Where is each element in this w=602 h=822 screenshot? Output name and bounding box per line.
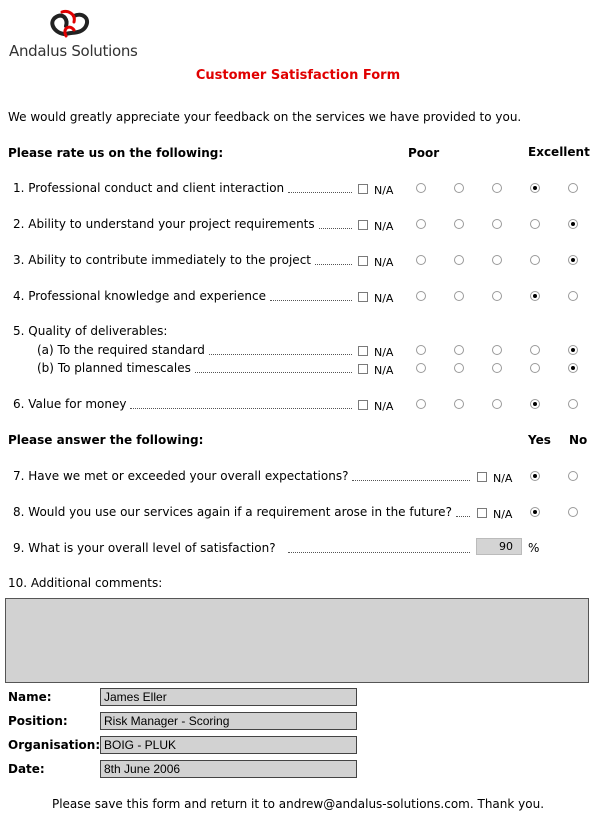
rating-radio-5[interactable] [568,255,578,265]
rating-radio-3[interactable] [492,345,502,355]
organisation-label: Organisation: [8,738,101,752]
na-checkbox[interactable] [358,400,368,410]
rating-radio-2[interactable] [454,183,464,193]
question-text: Value for money [28,397,127,411]
rating-question [13,324,167,338]
dotted-leader [315,264,352,265]
name-label: Name: [8,690,52,704]
rating-radio-5[interactable] [568,291,578,301]
rating-radio-5[interactable] [568,399,578,409]
rating-radio-4[interactable] [530,363,540,373]
question-text: Professional conduct and client interaction [28,181,285,195]
name-field[interactable]: James Eller [100,688,357,706]
na-label: N/A [493,472,513,485]
answer-question [13,505,452,519]
na-label: N/A [374,364,394,377]
dotted-leader [195,372,352,373]
rating-radio-2[interactable] [454,363,464,373]
na-checkbox[interactable] [358,364,368,374]
na-label: N/A [374,346,394,359]
yes-radio[interactable] [530,471,540,481]
dotted-leader [270,300,352,301]
question-text: Professional knowledge and experience [28,289,266,303]
rating-radio-3[interactable] [492,219,502,229]
satisfaction-input[interactable]: 90 [476,538,522,555]
rating-radio-1[interactable] [416,399,426,409]
answer-question [13,469,348,483]
rating-radio-4[interactable] [530,255,540,265]
question-number: 4. [13,289,25,303]
question-text: Ability to understand your project requirements [28,217,315,231]
dotted-leader [288,552,470,553]
question-number: (a) [37,343,54,357]
question-text: Quality of deliverables: [28,324,168,338]
question-number: 8. [13,505,25,519]
question-number: 2. [13,217,25,231]
satisfaction-question [13,541,276,555]
rating-radio-4[interactable] [530,183,540,193]
na-checkbox[interactable] [358,346,368,356]
percent-label: % [528,541,540,555]
dotted-leader [456,516,470,517]
footer-note: Please save this form and return it to andrew@andalus-solutions.com. Thank you. [51,797,545,811]
rating-radio-2[interactable] [454,345,464,355]
dotted-leader [209,354,352,355]
rating-radio-3[interactable] [492,183,502,193]
rating-radio-2[interactable] [454,291,464,301]
yes-label: Yes [528,433,551,447]
rating-radio-1[interactable] [416,291,426,301]
rating-radio-4[interactable] [530,399,540,409]
rating-radio-4[interactable] [530,345,540,355]
rating-question [13,217,315,231]
comments-label: 10. Additional comments: [8,576,163,590]
dotted-leader [319,228,352,229]
rating-radio-1[interactable] [416,183,426,193]
question-text: To the required standard [57,343,205,357]
organisation-field[interactable]: BOIG - PLUK [100,736,357,754]
question-number: 3. [13,253,25,267]
rating-radio-4[interactable] [530,291,540,301]
question-text: Have we met or exceeded your overall expectations? [28,469,349,483]
excellent-label: Excellent [528,145,590,159]
date-label: Date: [8,762,45,776]
na-checkbox[interactable] [358,220,368,230]
rating-radio-1[interactable] [416,219,426,229]
date-field[interactable]: 8th June 2006 [100,760,357,778]
rating-radio-5[interactable] [568,345,578,355]
rating-heading: Please rate us on the following: [8,146,224,160]
rating-radio-1[interactable] [416,345,426,355]
na-label: N/A [374,292,394,305]
rating-radio-2[interactable] [454,399,464,409]
dotted-leader [130,408,352,409]
question-number: (b) [37,361,54,375]
question-text: Would you use our services again if a requirement arose in the future? [28,505,452,519]
no-radio[interactable] [568,507,578,517]
rating-question [13,253,311,267]
rating-radio-5[interactable] [568,363,578,373]
poor-label: Poor [408,146,440,160]
position-label: Position: [8,714,68,728]
question-number: 1. [13,181,25,195]
rating-radio-4[interactable] [530,219,540,229]
rating-radio-3[interactable] [492,363,502,373]
no-label: No [569,433,588,447]
no-radio[interactable] [568,471,578,481]
form-title: Customer Satisfaction Form [195,68,401,83]
question-text: What is your overall level of satisfaction? [28,541,276,555]
rating-question [13,289,266,303]
na-label: N/A [374,256,394,269]
position-field[interactable]: Risk Manager - Scoring [100,712,357,730]
na-checkbox[interactable] [477,508,487,518]
dotted-leader [288,192,352,193]
rating-radio-3[interactable] [492,291,502,301]
dotted-leader [352,480,470,481]
rating-radio-1[interactable] [416,255,426,265]
question-number: 7. [13,469,25,483]
rating-question [13,397,126,411]
na-label: N/A [374,400,394,413]
na-label: N/A [374,184,394,197]
question-text: Ability to contribute immediately to the project [28,253,311,267]
na-checkbox[interactable] [358,292,368,302]
question-number: 9. [13,541,25,555]
rating-radio-1[interactable] [416,363,426,373]
question-number: 6. [13,397,25,411]
na-checkbox[interactable] [358,256,368,266]
na-label: N/A [493,508,513,521]
comments-textarea[interactable] [5,598,589,683]
company-name: Andalus Solutions [9,42,138,60]
yes-radio[interactable] [530,507,540,517]
rating-radio-5[interactable] [568,219,578,229]
rating-radio-5[interactable] [568,183,578,193]
answer-heading: Please answer the following: [8,433,204,447]
intro-text: We would greatly appreciate your feedback on the services we have provided to you. [8,110,522,124]
rating-question [37,343,205,357]
rating-question [13,181,284,195]
rating-radio-2[interactable] [454,219,464,229]
na-checkbox[interactable] [477,472,487,482]
na-checkbox[interactable] [358,184,368,194]
rating-radio-2[interactable] [454,255,464,265]
rating-radio-3[interactable] [492,255,502,265]
rating-question [37,361,191,375]
question-text: To planned timescales [57,361,191,375]
na-label: N/A [374,220,394,233]
rating-radio-3[interactable] [492,399,502,409]
question-number: 5. [13,324,25,338]
